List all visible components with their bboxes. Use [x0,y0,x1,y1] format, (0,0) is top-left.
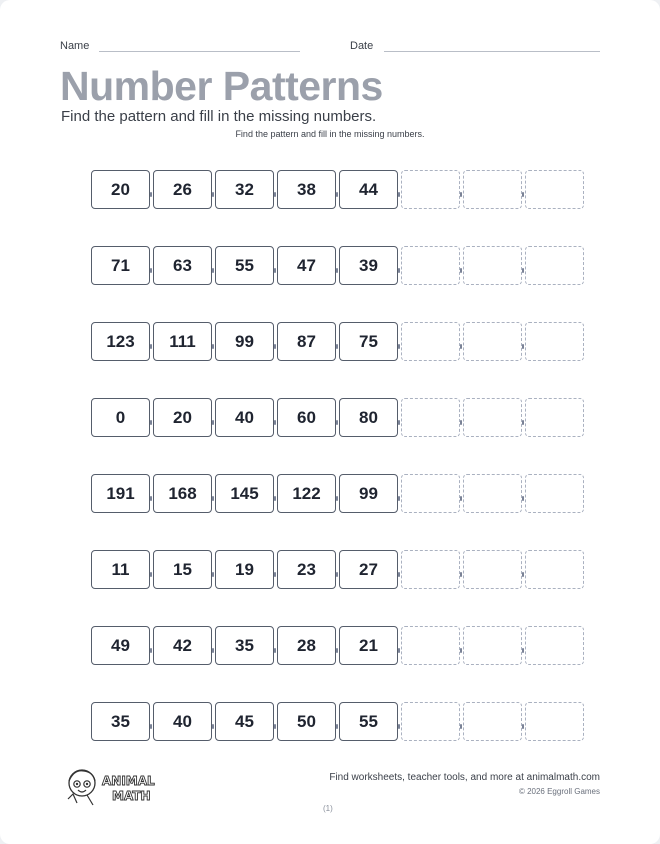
comma-separator [398,648,400,653]
given-number-box: 40 [215,398,274,437]
given-number-box: 15 [153,550,212,589]
pattern-row [91,474,585,513]
comma-separator [274,344,276,349]
comma-separator [460,648,462,653]
comma-separator [460,344,462,349]
answer-box[interactable] [463,626,522,665]
given-number-box: 60 [277,398,336,437]
comma-separator [274,496,276,501]
comma-separator [212,192,214,197]
given-number-box: 122 [277,474,336,513]
answer-box[interactable] [463,550,522,589]
given-number-box: 11 [91,550,150,589]
pattern-row [91,702,585,741]
answer-box[interactable] [525,170,584,209]
comma-separator [398,344,400,349]
comma-separator [460,572,462,577]
comma-separator [522,268,524,273]
given-number-box: 49 [91,626,150,665]
given-number-box: 42 [153,626,212,665]
answer-box[interactable] [525,322,584,361]
comma-separator [522,496,524,501]
comma-separator [460,268,462,273]
footer-promo: Find worksheets, teacher tools, and more at animalmath.com [329,772,600,783]
pattern-row [91,170,585,209]
comma-separator [274,420,276,425]
answer-box[interactable] [525,550,584,589]
answer-box[interactable] [401,322,460,361]
given-number-box: 27 [339,550,398,589]
comma-separator [212,268,214,273]
answer-box[interactable] [463,322,522,361]
comma-separator [522,572,524,577]
answer-box[interactable] [525,474,584,513]
given-number-box: 20 [153,398,212,437]
comma-separator [522,420,524,425]
answer-box[interactable] [463,702,522,741]
girl-mascot-icon [60,763,170,809]
given-number-box: 111 [153,322,212,361]
comma-separator [336,572,338,577]
given-number-box: 99 [339,474,398,513]
comma-separator [336,648,338,653]
comma-separator [212,344,214,349]
given-number-box: 32 [215,170,274,209]
comma-separator [460,724,462,729]
given-number-box: 63 [153,246,212,285]
comma-separator [150,496,152,501]
given-number-box: 35 [215,626,274,665]
answer-box[interactable] [401,550,460,589]
instruction-label: Find the pattern and fill in the missing numbers. [235,129,425,139]
comma-separator [336,344,338,349]
pattern-row [91,246,585,285]
given-number-box: 40 [153,702,212,741]
comma-separator [274,268,276,273]
comma-separator [150,344,152,349]
comma-separator [522,648,524,653]
pattern-row [91,550,585,589]
given-number-box: 50 [277,702,336,741]
given-number-box: 99 [215,322,274,361]
comma-separator [398,724,400,729]
answer-box[interactable] [401,626,460,665]
answer-box[interactable] [525,626,584,665]
given-number-box: 191 [91,474,150,513]
pattern-row [91,626,585,665]
answer-box[interactable] [401,702,460,741]
date-field[interactable] [384,51,600,52]
comma-separator [398,572,400,577]
answer-box[interactable] [401,170,460,209]
comma-separator [150,268,152,273]
answer-box[interactable] [401,474,460,513]
page-title: Number Patterns [60,63,383,109]
given-number-box: 44 [339,170,398,209]
answer-box[interactable] [525,246,584,285]
given-number-box: 23 [277,550,336,589]
comma-separator [212,648,214,653]
answer-box[interactable] [401,398,460,437]
given-number-box: 45 [215,702,274,741]
answer-box[interactable] [525,702,584,741]
comma-separator [150,192,152,197]
pattern-row [91,322,585,361]
svg-text:ANIMAL: ANIMAL [102,774,155,788]
given-number-box: 21 [339,626,398,665]
answer-box[interactable] [525,398,584,437]
comma-separator [460,192,462,197]
given-number-box: 71 [91,246,150,285]
answer-box[interactable] [401,246,460,285]
given-number-box: 55 [339,702,398,741]
comma-separator [212,420,214,425]
given-number-box: 35 [91,702,150,741]
given-number-box: 75 [339,322,398,361]
comma-separator [212,496,214,501]
footer-copyright: © 2026 Eggroll Games [518,787,600,796]
comma-separator [460,496,462,501]
given-number-box: 168 [153,474,212,513]
given-number-box: 26 [153,170,212,209]
comma-separator [336,268,338,273]
comma-separator [274,724,276,729]
given-number-box: 47 [277,246,336,285]
comma-separator [150,648,152,653]
given-number-box: 39 [339,246,398,285]
given-number-box: 145 [215,474,274,513]
given-number-box: 123 [91,322,150,361]
comma-separator [212,572,214,577]
page-subtitle: Find the pattern and fill in the missing numbers. [61,108,377,125]
pattern-row [91,398,585,437]
page-number: (1) [323,804,333,813]
comma-separator [522,344,524,349]
answer-box[interactable] [463,398,522,437]
given-number-box: 87 [277,322,336,361]
name-label: Name [60,40,90,52]
comma-separator [274,572,276,577]
date-label: Date [350,40,374,52]
svg-text:MATH: MATH [112,789,151,803]
comma-separator [336,724,338,729]
answer-box[interactable] [463,170,522,209]
comma-separator [150,420,152,425]
instruction-text [0,129,660,139]
name-field[interactable] [99,51,300,52]
comma-separator [336,420,338,425]
given-number-box: 20 [91,170,150,209]
comma-separator [150,572,152,577]
comma-separator [336,192,338,197]
given-number-box: 38 [277,170,336,209]
given-number-box: 0 [91,398,150,437]
given-number-box: 28 [277,626,336,665]
comma-separator [398,192,400,197]
comma-separator [460,420,462,425]
animal-math-logo [60,763,170,809]
comma-separator [274,648,276,653]
given-number-box: 55 [215,246,274,285]
comma-separator [398,420,400,425]
answer-box[interactable] [463,474,522,513]
comma-separator [212,724,214,729]
comma-separator [398,268,400,273]
comma-separator [150,724,152,729]
given-number-box: 19 [215,550,274,589]
comma-separator [522,192,524,197]
comma-separator [522,724,524,729]
comma-separator [274,192,276,197]
comma-separator [336,496,338,501]
answer-box[interactable] [463,246,522,285]
comma-separator [398,496,400,501]
given-number-box: 80 [339,398,398,437]
